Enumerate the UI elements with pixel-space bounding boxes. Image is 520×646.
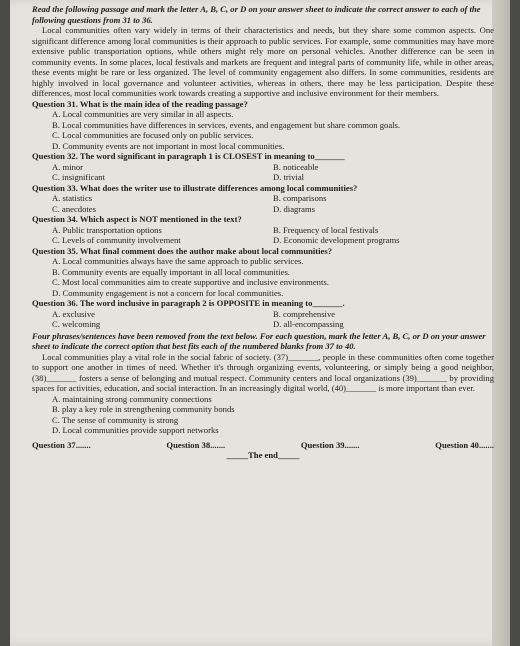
q33-option-c: C. anecdotes <box>52 203 96 214</box>
answer-37: Question 37....... <box>32 439 91 450</box>
exam-content <box>32 4 494 461</box>
q31-option-c: C. Local communities are focused only on public services. <box>52 130 254 140</box>
q34-option-d: D. Economic development programs <box>273 235 400 245</box>
q34-options-row-2 <box>32 235 494 246</box>
reading-passage: Local communities often vary widely in terms of their characteristics and needs, but they share some common aspects. One significant difference among local communities is their approach to public services. For example, some communities may have more extensive public transportation options, while others might rely more on personal vehicles. Another difference can be seen in community events. In some places, local festivals and markets are frequent and integral parts of community life, while in other areas, these events might be rare or less organized. The level of community engagement also differs. In some communities, residents are highly involved in local governance and volunteer activities, whereas in others, there may be less participation. Despite these differences, most local communities work towards creating a supportive and inclusive environment for their members. <box>32 25 494 98</box>
q31-option-b: B. Local communities have differences in services, events, and engagement but share common goals. <box>52 119 401 130</box>
cloze-option-d: D. Local communities provide support networks <box>52 425 219 435</box>
q32-options-row-1 <box>32 162 494 173</box>
q36-option-c: C. welcoming <box>52 319 101 329</box>
page-edge <box>492 0 510 646</box>
q36-option-b: B. comprehensive <box>273 308 336 319</box>
q33-options-row-1 <box>32 193 494 204</box>
exam-sheet <box>10 0 510 646</box>
q32-option-c: C. insignificant <box>52 172 105 182</box>
q36-option-a: A. exclusive <box>52 308 95 319</box>
question-35: Question 35. What final comment does the author make about local communities? <box>32 245 332 256</box>
cloze-option-b: B. play a key role in strengthening community bonds <box>52 404 235 414</box>
q32-option-b: B. noticeable <box>273 161 319 172</box>
q32-option-d: D. trivial <box>273 172 305 182</box>
question-33: Question 33. What does the writer use to illustrate differences among local communities? <box>32 182 358 193</box>
q35-option-b: B. Community events are equally important in all local communities. <box>52 266 290 277</box>
q34-option-c: C. Levels of community involvement <box>52 235 181 245</box>
question-34: Question 34. Which aspect is NOT mentioned in the text? <box>32 214 242 224</box>
answer-40: Question 40....... <box>435 439 494 450</box>
q35-option-c: C. Most local communities aim to create supportive and inclusive environments. <box>52 277 329 287</box>
question-31: Question 31. What is the main idea of the reading passage? <box>32 98 248 109</box>
instructions-cloze: Four phrases/sentences have been removed from the text below. For each question, mark the letter A, B, C, or D on your answer sheet to indicate the correct option that best fits each of the numbered blanks from 37 to 40. <box>32 330 486 351</box>
q34-option-b: B. Frequency of local festivals <box>273 224 379 235</box>
q33-option-b: B. comparisons <box>273 193 327 203</box>
q36-option-d: D. all-encompassing <box>273 319 344 329</box>
cloze-passage: Local communities play a vital role in the social fabric of society. (37)_______, people in these communities often come together to support one another in times of need. Whether it's through organizing events, volunteering, or simply being a good neighbor, (38)_______ fosters a sense of belonging and mutual respect. Community centers and local organizations (39)_______ by providing spaces for activities, education, and social interaction. In an increasingly digital world, (40)_______ is more important than ever. <box>32 351 494 393</box>
q32-option-a: A. minor <box>52 161 84 172</box>
cloze-option-c: C. The sense of community is strong <box>52 414 179 425</box>
q31-option-d: D. Community events are not important in most local communities. <box>52 140 285 151</box>
q33-option-d: D. diagrams <box>273 203 316 214</box>
the-end: _____The end_____ <box>226 450 300 460</box>
question-36: Question 36. The word inclusive in paragraph 2 is OPPOSITE in meaning to_______. <box>32 298 345 308</box>
q32-options-row-2 <box>32 172 494 183</box>
q34-options-row-1 <box>32 225 494 236</box>
answer-38: Question 38....... <box>166 439 226 450</box>
q34-option-a: A. Public transportation options <box>52 224 162 235</box>
q33-option-a: A. statistics <box>52 193 93 203</box>
q36-options-row-2 <box>32 319 494 330</box>
q35-option-a: A. Local communities always have the same approach to public services. <box>52 256 304 266</box>
answer-39: Question 39....... <box>300 439 360 450</box>
q31-option-a: A. Local communities are very similar in all aspects. <box>52 109 234 119</box>
cloze-option-a: A. maintaining strong community connections <box>52 393 212 404</box>
q35-option-d: D. Community engagement is not a concern for local communities. <box>52 287 284 298</box>
q33-options-row-2 <box>32 204 494 215</box>
q36-options-row-1 <box>32 309 494 320</box>
answer-footer <box>32 440 494 451</box>
instructions-reading: Read the following passage and mark the letter A, B, C, or D on your answer sheet to indicate the correct answer to each of the following questions from 31 to 36. <box>32 4 481 25</box>
question-32: Question 32. The word significant in paragraph 1 is CLOSEST in meaning to_______ <box>32 151 345 161</box>
